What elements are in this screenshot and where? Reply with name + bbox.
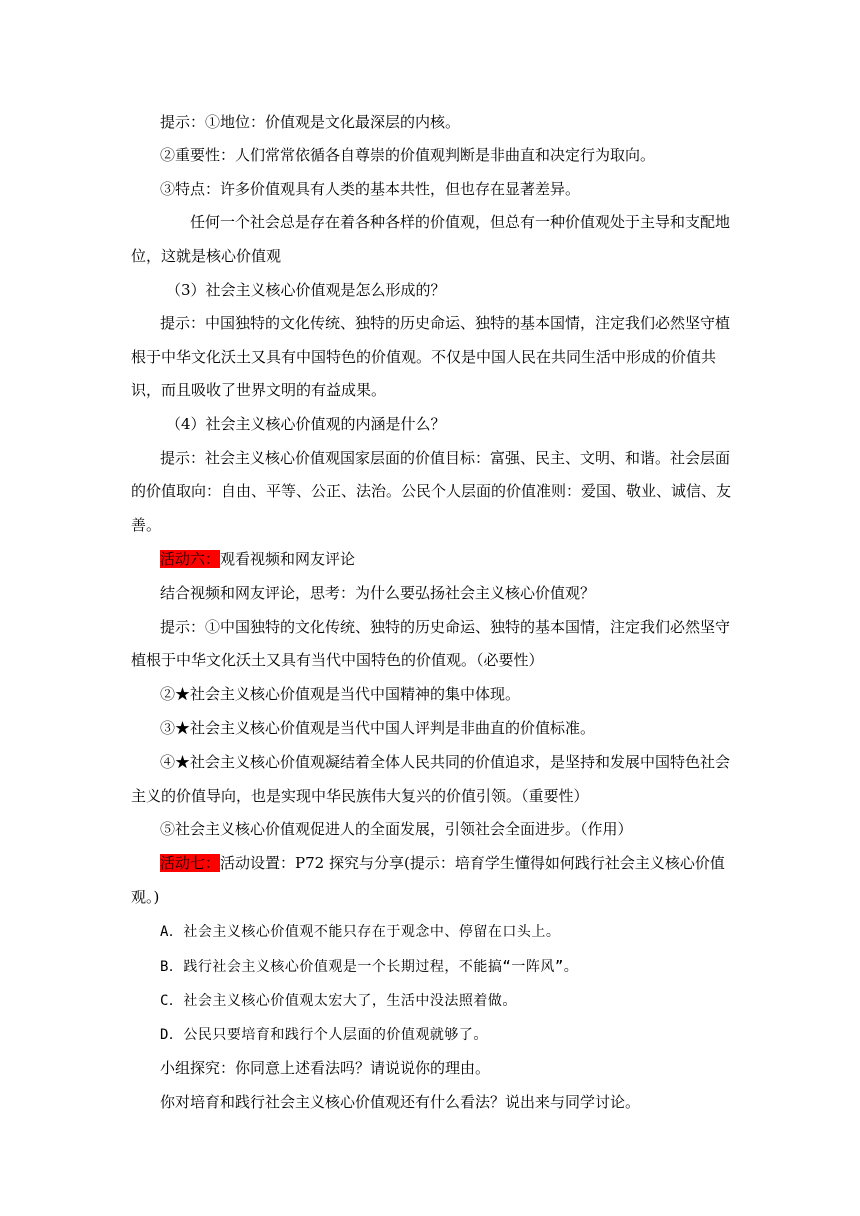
activity-seven-line <box>160 853 725 873</box>
question-heading: （3）社会主义核心价值观是怎么形成的？ <box>166 281 446 299</box>
text-line: 你对培育和践行社会主义核心价值观还有什么看法？说出来与同学讨论。 <box>160 1093 641 1111</box>
text-line: ②★社会主义核心价值观是当代中国精神的集中体现。 <box>160 685 521 703</box>
paragraph-line: 善。 <box>131 516 162 534</box>
activity-seven-label: 活动七： <box>160 854 221 872</box>
text-line: ⑤社会主义核心价值观促进人的全面发展，引领社会全面进步。（作用） <box>160 820 633 838</box>
text-line: ②重要性：人们常常依循各自尊崇的价值观判断是非曲直和决定行为取向。 <box>160 146 656 164</box>
paragraph-line: ④★社会主义核心价值观凝结着全体人民共同的价值追求，是坚持和发展中国特色社会 <box>160 753 731 771</box>
group-inquiry-label: 小组探究： <box>160 1059 236 1077</box>
paragraph-line: 的价值取向：自由、平等、公正、法治。公民个人层面的价值准则：爱国、敬业、诚信、友 <box>131 482 732 500</box>
option-d: D．公民只要培育和践行个人层面的价值观就够了。 <box>160 1027 488 1043</box>
text-line: ③特点：许多价值观具有人类的基本共性，但也存在显著差异。 <box>160 180 581 198</box>
paragraph-line: 提示：中国独特的文化传统、独特的历史命运、独特的基本国情，注定我们必然坚守植 <box>160 314 731 332</box>
paragraph-line: 位，这就是核心价值观 <box>131 247 282 265</box>
paragraph-line: 根于中华文化沃土又具有中国特色的价值观。不仅是中国人民在共同生活中形成的价值共 <box>131 348 717 366</box>
paragraph-line: 植根于中华文化沃土又具有当代中国特色的价值观。（必要性） <box>131 651 544 669</box>
paragraph-line: 任何一个社会总是存在着各种各样的价值观，但总有一种价值观处于主导和支配地 <box>190 213 731 231</box>
option-c: C．社会主义核心价值观太宏大了，生活中没法照着做。 <box>160 993 517 1009</box>
paragraph-line: 识，而且吸收了世界文明的有益成果。 <box>131 381 387 399</box>
paragraph-line: 主义的价值导向，也是实现中华民族伟大复兴的价值引领。（重要性） <box>131 787 589 805</box>
text-line: 提示：①地位：价值观是文化最深层的内核。 <box>160 113 461 131</box>
text-line: ③★社会主义核心价值观是当代中国人评判是非曲直的价值标准。 <box>160 719 596 737</box>
option-a: A．社会主义核心价值观不能只存在于观念中、停留在口头上。 <box>160 924 561 940</box>
activity-six-text: 观看视频和网友评论 <box>220 550 356 568</box>
group-inquiry-text: 你同意上述看法吗？请说说你的理由。 <box>235 1059 491 1077</box>
activity-seven-text: 活动设置：P72 探究与分享(提示：培育学生懂得如何践行社会主义核心价值 <box>220 854 725 872</box>
question-heading: （4）社会主义核心价值观的内涵是什么？ <box>166 415 446 433</box>
group-inquiry-line <box>160 1058 490 1078</box>
activity-six-label: 活动六： <box>160 550 221 568</box>
paragraph-line: 观。) <box>131 888 160 906</box>
paragraph-line: 提示：①中国独特的文化传统、独特的历史命运、独特的基本国情，注定我们必然坚守 <box>160 618 731 636</box>
paragraph-line: 提示：社会主义核心价值观国家层面的价值目标：富强、民主、文明、和谐。社会层面 <box>160 449 731 467</box>
text-line: 结合视频和网友评论，思考：为什么要弘扬社会主义核心价值观？ <box>160 584 596 602</box>
activity-six-line <box>160 549 355 569</box>
option-b: B．践行社会主义核心价值观是一个长期过程，不能搞“一阵风”。 <box>160 959 579 975</box>
